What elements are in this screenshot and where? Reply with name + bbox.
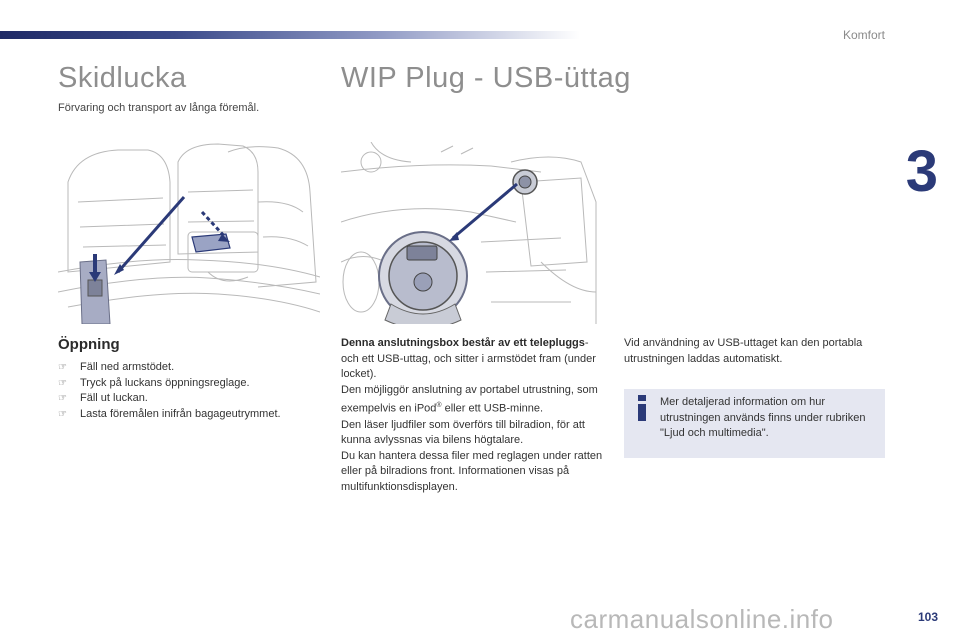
- ski-hatch-illustration: [58, 142, 320, 324]
- list-item: ☞ Lasta föremålen inifrån bagageutrymmet.: [58, 407, 328, 423]
- paragraph: Du kan hantera dessa filer med reglagen under ratten eller på bilradions front. Informationen visas på multifunktionsdisplayen.: [341, 449, 603, 493]
- info-text: Mer detaljerad information om hur utrustningen används finns under rubriken "Ljud och multimedia".: [660, 396, 866, 439]
- pointer-hand-icon: ☞: [58, 362, 67, 373]
- opening-heading: Öppning: [58, 336, 120, 353]
- opening-steps-list: [58, 360, 328, 422]
- watermark: carmanualsonline.info: [570, 604, 834, 634]
- info-box: [624, 389, 885, 458]
- paragraph: Denna anslutningsbox består av ett telepluggs- och ett USB-uttag, och sitter i armstödet fram (under locket).: [341, 337, 596, 381]
- list-item: ☞ Fäll ned armstödet.: [58, 360, 328, 376]
- usb-socket-illustration: [341, 142, 602, 324]
- registered-mark: ®: [436, 402, 442, 410]
- usb-charging-text: Vid användning av USB-uttaget kan den portabla utrustningen laddas automatiskt.: [624, 337, 863, 365]
- pointer-hand-icon: ☞: [58, 393, 67, 404]
- page-title-skidlucka: Skidlucka: [58, 62, 187, 94]
- pointer-hand-icon: ☞: [58, 408, 67, 420]
- page-title-wip-plug: WIP Plug - USB-üttag: [341, 62, 631, 94]
- info-icon: [636, 395, 648, 421]
- list-item: ☞ Fäll ut luckan.: [58, 391, 328, 407]
- lead-text: Denna anslutningsbox består av ett telepluggs: [341, 337, 585, 349]
- wip-plug-description: [341, 336, 606, 496]
- page-number: 103: [917, 610, 938, 624]
- skidlucka-subtitle: Förvaring och transport av långa föremål.: [58, 102, 260, 114]
- chapter-number: 3: [905, 139, 938, 204]
- pointer-hand-icon: ☞: [58, 377, 67, 389]
- header-accent-bar: [0, 31, 580, 39]
- section-label: Komfort: [842, 28, 885, 42]
- list-item: ☞ Tryck på luckans öppningsreglage.: [58, 376, 328, 392]
- paragraph: Den läser ljudfiler som överförs till bilradion, för att kunna avlyssnas via bilens högtalare.: [341, 418, 585, 447]
- paragraph: Den möjliggör anslutning av portabel utrustning, som exempelvis en iPod® eller ett USB-minne.: [341, 383, 598, 416]
